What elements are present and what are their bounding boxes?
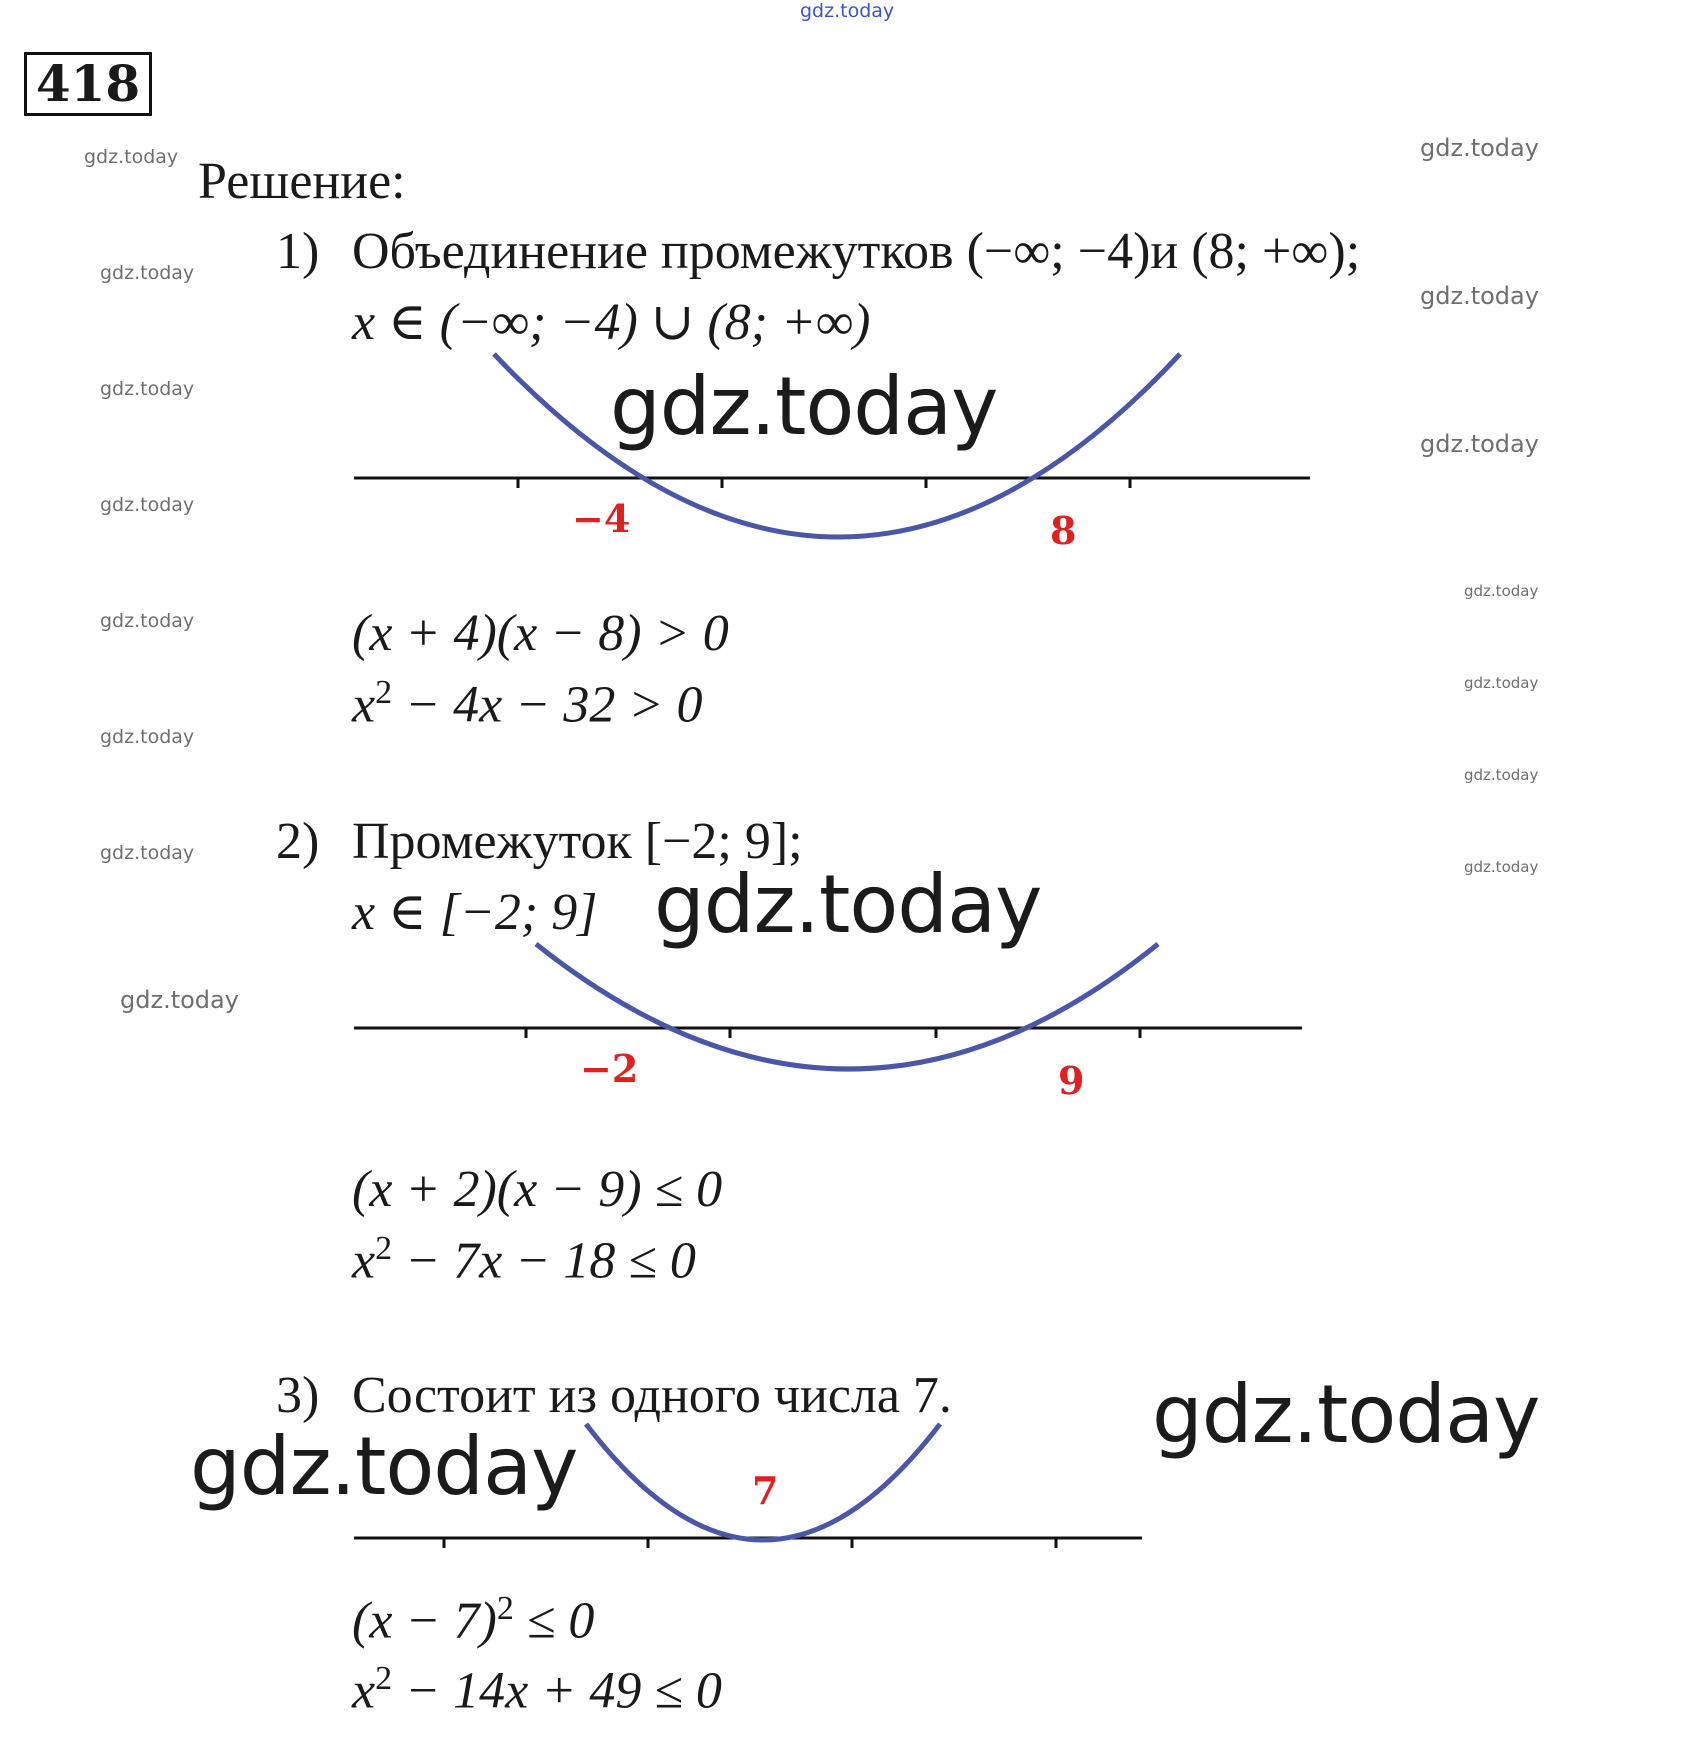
watermark: gdz.today xyxy=(100,262,195,284)
watermark: gdz.today xyxy=(1464,674,1539,692)
watermark: gdz.today xyxy=(654,858,1042,951)
watermark: gdz.today xyxy=(1464,858,1539,876)
item-2-number: 2) xyxy=(276,813,320,870)
watermark: gdz.today xyxy=(610,360,998,453)
watermark: gdz.today xyxy=(100,726,195,748)
watermark: gdz.today xyxy=(100,494,195,516)
watermark: gdz.today xyxy=(1152,1368,1540,1461)
item-2-graph xyxy=(350,940,1320,1160)
item-1-text: Объединение промежутков (−∞; −4)и (8; +∞); xyxy=(352,223,1361,280)
watermark: gdz.today xyxy=(1464,766,1539,784)
watermark: gdz.today xyxy=(1420,282,1539,310)
root-label: −4 xyxy=(572,496,631,541)
watermark: gdz.today xyxy=(1420,430,1539,458)
root-label: 7 xyxy=(752,1468,779,1513)
solution-heading: Решение: xyxy=(198,153,406,210)
watermark: gdz.today xyxy=(84,146,179,168)
task-number: 418 xyxy=(24,52,152,116)
item-3-eq1: $(x - 7)^2 \le 0$ xyxy=(352,1590,595,1650)
watermark: gdz.today xyxy=(800,0,895,22)
root-label: 8 xyxy=(1050,508,1077,553)
watermark: gdz.today xyxy=(190,1420,578,1513)
item-3-eq2: $x^2 - 14x + 49 \le 0$ xyxy=(352,1660,722,1720)
watermark: gdz.today xyxy=(100,378,195,400)
item-2-eq2: $x^2 - 7x - 18 \le 0$ xyxy=(352,1230,696,1290)
item-2-eq1: (x + 2)(x − 9) ≤ 0 xyxy=(352,1161,723,1218)
watermark: gdz.today xyxy=(100,842,195,864)
watermark: gdz.today xyxy=(120,986,239,1014)
item-1-eq1: (x + 4)(x − 8) > 0 xyxy=(352,605,729,662)
root-label: 9 xyxy=(1058,1058,1085,1103)
item-2-text: Промежуток [−2; 9]; xyxy=(352,813,803,870)
watermark: gdz.today xyxy=(1420,134,1539,162)
watermark: gdz.today xyxy=(100,610,195,632)
item-3-number: 3) xyxy=(276,1367,320,1424)
item-2-set: x ∈ [−2; 9] xyxy=(352,884,598,941)
item-3-text: Состоит из одного числа 7. xyxy=(352,1367,952,1424)
watermark: gdz.today xyxy=(1464,582,1539,600)
root-label: −2 xyxy=(580,1046,639,1091)
item-1-set: x ∈ (−∞; −4) ∪ (8; +∞) xyxy=(352,294,871,351)
item-1-number: 1) xyxy=(276,223,320,280)
item-1-eq2: $x^2 - 4x - 32 > 0$ xyxy=(352,674,703,734)
